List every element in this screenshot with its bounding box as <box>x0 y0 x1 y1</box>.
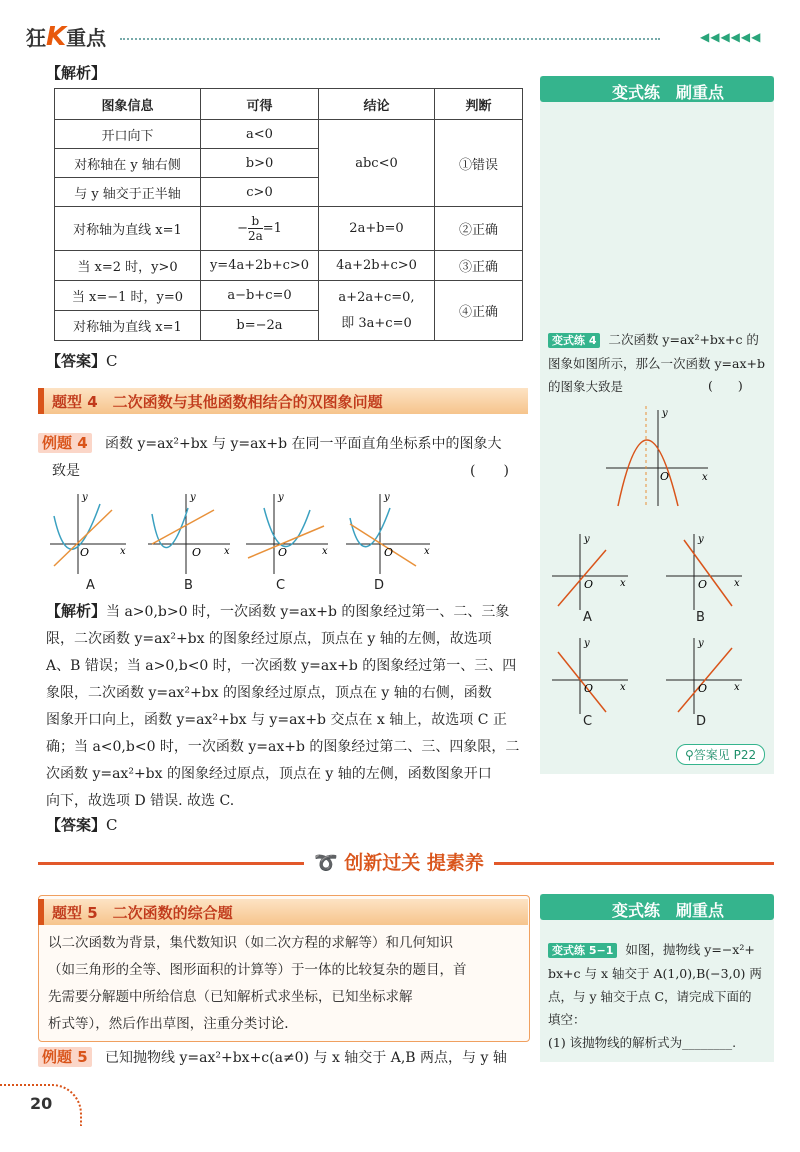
table-cell: abc<0 <box>319 120 435 207</box>
option-label-c: C <box>276 578 286 593</box>
svg-text:y: y <box>278 492 284 503</box>
svg-text:O: O <box>192 546 202 559</box>
table-cell: 对称轴在 y 轴右侧 <box>55 149 201 178</box>
svg-text:O: O <box>698 578 708 591</box>
practice-option-graph-c <box>552 638 628 714</box>
table-cell: 对称轴为直线 x=1 <box>55 311 201 341</box>
answer-paren: ( ) <box>708 378 743 393</box>
svg-text:y: y <box>190 492 196 503</box>
table-header: 判断 <box>435 89 523 120</box>
svg-text:x: x <box>120 546 126 557</box>
table-cell: a−b+c=0 <box>201 281 319 311</box>
svg-text:x: x <box>322 546 328 557</box>
svg-text:x: x <box>620 578 626 589</box>
svg-text:y: y <box>698 534 704 545</box>
practice-tag: 变式练 5−1 <box>548 943 617 958</box>
type5-description: 以二次函数为背景，集代数知识（如二次方程的求解等）和几何知识 （如三角形的全等、图形面积的计算等）于一体的比较复杂的题目，首 先需要分解题中所给信息（已知解析式求坐标，已知坐标求解 析式等），然后作出草图，注重分类讨论. <box>48 935 467 1032</box>
header-arrow-marks: ◀◀◀◀◀◀ <box>700 30 762 44</box>
svg-text:O: O <box>584 578 594 591</box>
pin-icon: ⚲ <box>685 748 694 762</box>
table-cell: 4a+2b+c>0 <box>319 251 435 281</box>
answer-reference-badge[interactable]: ⚲答案见 P22 <box>676 744 765 765</box>
svg-text:y: y <box>384 492 390 503</box>
svg-text:O: O <box>698 682 708 695</box>
svg-text:O: O <box>584 682 594 695</box>
table-cell: 当 x=−1 时，y=0 <box>55 281 201 311</box>
table-cell: 与 y 轴交于正半轴 <box>55 178 201 207</box>
example4-analysis: 【解析】当 a>0,b>0 时，一次函数 y=ax+b 的图象经过第一、二、三象 限，二次函数 y=ax²+bx 的图象经过原点，顶点在 y 轴的左侧，故选项 A、B 错误；当 a>0,b<0 时，一次函数 y=ax+b 的图象经过第一、三、四 象限，二次函数 y=ax²+bx 的图象经过原点，顶点在 y 轴的右侧，函数 图象开口向上，函数 y=ax²+bx 与 y=ax+b 交点在 x 轴上，故选项 C 正 确；当 a<0,b<0 时，一次函数 y=ax+b 的图象经过第二、三、四象限，二 次函数 y=ax²+bx 的图象经过原点，顶点在 y 轴的左侧，函数图象开口 向下，故选项 D 错误. 故选 C. <box>46 602 520 809</box>
option-label-b: B <box>184 578 193 593</box>
svg-text:x: x <box>734 578 740 589</box>
brand-logo: 狂K重点 <box>26 22 107 52</box>
svg-text:x: x <box>620 682 626 693</box>
table-header: 结论 <box>319 89 435 120</box>
answer-paren: ( ) <box>470 463 509 479</box>
analysis-label: 【解析】 <box>46 64 107 82</box>
table-header: 可得 <box>201 89 319 120</box>
option-label-a: A <box>583 610 592 625</box>
option-graph-a <box>50 492 126 574</box>
section-banner-type5: 题型 5 二次函数的综合题 <box>38 899 528 925</box>
option-label-d: D <box>696 714 707 729</box>
table-cell: ①错误 <box>435 120 523 207</box>
option-graph-b <box>148 492 230 574</box>
table-cell: 当 x=2 时，y>0 <box>55 251 201 281</box>
swirl-icon: ➰ <box>314 852 338 874</box>
svg-text:y: y <box>584 534 590 545</box>
header-divider <box>120 38 660 40</box>
table-cell: c>0 <box>201 178 319 207</box>
practice4-option-graphs <box>548 530 774 730</box>
practice4-parabola-graph <box>596 402 716 512</box>
option-graph-c <box>246 492 328 574</box>
svg-text:O: O <box>384 546 394 559</box>
svg-text:x: x <box>424 546 430 557</box>
svg-text:y: y <box>662 408 668 419</box>
practice-option-graph-a <box>552 534 628 610</box>
option-label-c: C <box>583 714 593 729</box>
svg-text:y: y <box>698 638 704 649</box>
practice-panel-header: 变式练 刷重点 <box>540 894 774 920</box>
svg-text:x: x <box>734 682 740 693</box>
option-graph-d <box>346 492 430 574</box>
table-cell: ③正确 <box>435 251 523 281</box>
answer-line-2: 【答案】C <box>46 816 118 834</box>
table-cell: b=−2a <box>201 311 319 341</box>
option-label-b: B <box>696 610 705 625</box>
svg-text:O: O <box>80 546 90 559</box>
svg-text:O: O <box>278 546 288 559</box>
svg-text:y: y <box>82 492 88 503</box>
analysis-table <box>54 88 523 341</box>
page-number: 20 <box>30 1094 53 1113</box>
table-cell: 2a+b=0 <box>319 207 435 251</box>
example-tag: 例题 5 <box>38 1047 92 1067</box>
practice-option-graph-b <box>666 534 742 610</box>
practice-tag: 变式练 4 <box>548 333 600 348</box>
example-tag: 例题 4 <box>38 433 92 453</box>
table-cell: 对称轴为直线 x=1 <box>55 207 201 251</box>
svg-text:y: y <box>584 638 590 649</box>
table-cell: a<0 <box>201 120 319 149</box>
example4-question: 例题 4 函数 y=ax²+bx 与 y=ax+b 在同一平面直角坐标系中的图象大 致是 <box>38 430 528 485</box>
practice5-question: 变式练 5−1 如图，抛物线 y=−x²+ bx+c 与 x 轴交于 A(1,0),B(−3,0) 两 点，与 y 轴交于点 C，请完成下面的 填空： (1) 该抛物线的解析式为________. <box>548 942 762 1050</box>
table-cell: ④正确 <box>435 281 523 341</box>
table-cell: 开口向下 <box>55 120 201 149</box>
table-header: 图象信息 <box>55 89 201 120</box>
practice-option-graph-d <box>666 638 742 714</box>
practice4-question: 变式练 4 二次函数 y=ax²+bx+c 的 图象如图所示，那么一次函数 y=ax+b 的图象大致是 <box>548 332 765 394</box>
option-label-d: D <box>374 578 385 593</box>
option-label-a: A <box>86 578 95 593</box>
practice-panel-header: 变式练 刷重点 <box>540 76 774 102</box>
answer-line-1: 【答案】C <box>46 352 118 370</box>
table-cell-fraction: − $\frac{b}{2a}$ =1 <box>201 207 319 251</box>
table-cell: y=4a+2b+c>0 <box>201 251 319 281</box>
innovation-title: ➰ 创新过关 提素养 <box>304 848 494 875</box>
table-cell: b>0 <box>201 149 319 178</box>
svg-text:x: x <box>224 546 230 557</box>
section-banner-type4: 题型 4 二次函数与其他函数相结合的双图象问题 <box>38 388 528 414</box>
svg-text:x: x <box>702 472 708 483</box>
table-cell: ②正确 <box>435 207 523 251</box>
example5-question: 例题 5 已知抛物线 y=ax²+bx+c(a≠0) 与 x 轴交于 A,B 两点，与 y 轴 <box>38 1044 538 1072</box>
svg-text:O: O <box>660 470 670 483</box>
table-cell: a+2a+c=0, 即 3a+c=0 <box>319 281 435 341</box>
